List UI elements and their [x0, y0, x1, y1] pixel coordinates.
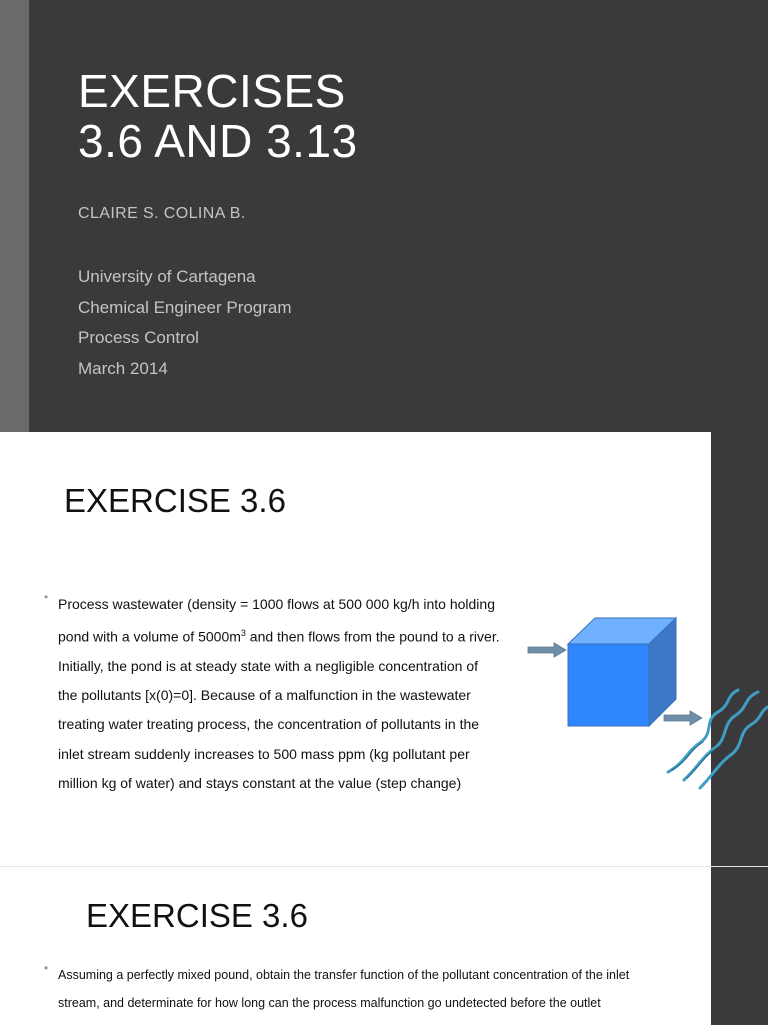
superscript: 3: [240, 628, 246, 639]
slide-heading: EXERCISE 3.6: [86, 897, 308, 934]
slide-accent-bar: [711, 867, 768, 1025]
inlet-arrow-icon: [528, 643, 566, 657]
slide-heading: EXERCISE 3.6: [64, 482, 286, 519]
text-line: the pollutants [x(0)=0]. Because of a malfunction in the wastewater: [58, 687, 471, 704]
bullet-text: [58, 590, 524, 798]
meta-program: Chemical Engineer Program: [78, 297, 292, 317]
title-line-2: 3.6 AND 3.13: [78, 115, 358, 167]
meta-course: Process Control: [78, 328, 199, 347]
meta-date: March 2014: [78, 358, 168, 378]
title-slide: [0, 0, 768, 432]
text-line: stream, and determinate for how long can the process malfunction go undetected before the outlet: [58, 996, 601, 1010]
text-line: Assuming a perfectly mixed pound, obtain the transfer function of the pollutant concentration of the inlet: [58, 968, 630, 982]
text-line: pond with a volume of 5000m: [58, 628, 241, 645]
text-line: and then flows from the pound to a river.: [245, 628, 500, 645]
tank-front: [568, 644, 649, 726]
pond-illustration: [526, 612, 768, 792]
presentation-title: [78, 66, 358, 166]
text-line: treating water treating process, the concentration of pollutants in the: [58, 716, 480, 733]
outlet-arrow-icon: [664, 711, 702, 725]
bullet-dot: •: [44, 961, 49, 975]
bullet-item: [44, 590, 524, 798]
author-name: CLAIRE S. COLINA B.: [78, 205, 246, 222]
text-line: Initially, the pond is at steady state with a negligible concentration of: [58, 658, 478, 675]
title-slide-accent-bar: [0, 0, 29, 432]
text-line: inlet stream suddenly increases to 500 mass ppm (kg pollutant per: [58, 745, 470, 762]
meta-university: University of Cartagena: [78, 267, 256, 286]
bullet-item: [44, 961, 694, 1017]
bullet-dot: •: [44, 590, 49, 604]
exercise-slide-1: [0, 432, 768, 866]
title-line-1: EXERCISES: [78, 65, 346, 117]
exercise-slide-2: [0, 866, 768, 1025]
river-icon: [668, 690, 768, 788]
presentation-meta: [78, 266, 292, 388]
text-line: Process wastewater (density = 1000 flows at 500 000 kg/h into holding: [58, 596, 495, 612]
bullet-text: [58, 961, 694, 1017]
text-line: million kg of water) and stays constant at the value (step change): [58, 774, 462, 791]
